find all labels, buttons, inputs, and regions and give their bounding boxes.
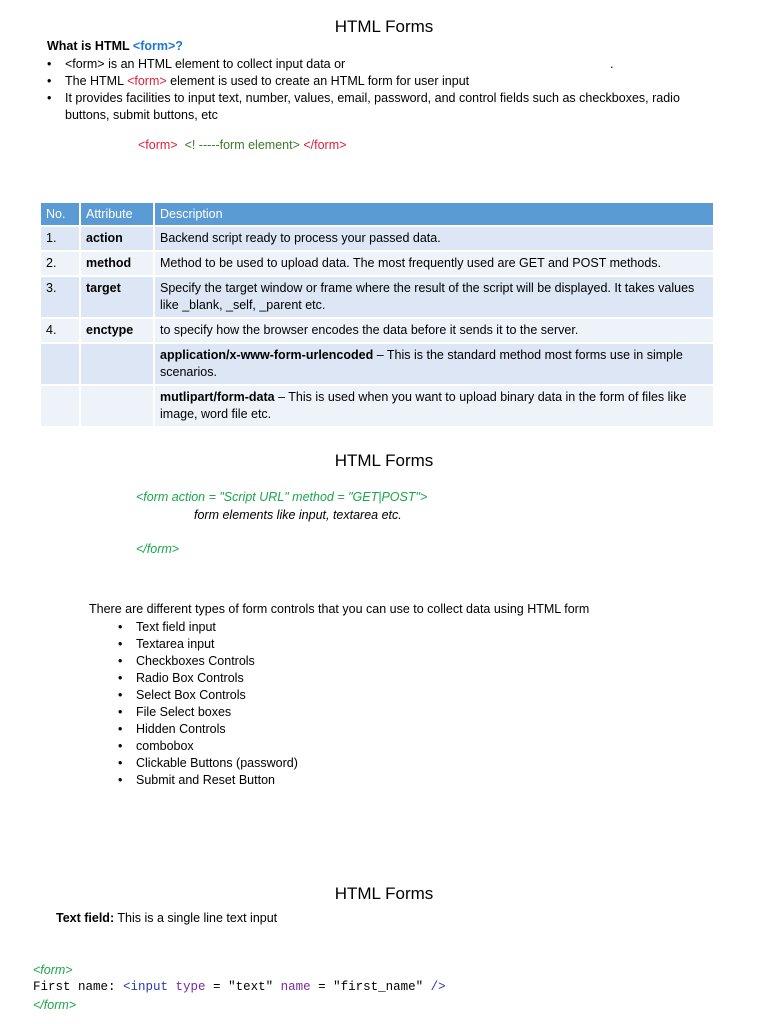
section2-title: HTML Forms (334, 451, 434, 470)
row-no (41, 385, 80, 426)
intro-bullet-2: • The HTML <form> element is used to create an HTML form for user input (47, 73, 727, 90)
intro-bullet-3: • It provides facilities to input text, number, values, email, password, and control fields such as checkboxes, radio buttons, submit buttons, etc (47, 90, 727, 124)
form-open-tag: <form> (138, 138, 178, 152)
table-row (41, 251, 714, 276)
what-is-heading-tag: <form>? (132, 39, 183, 53)
list-item: • combobox (118, 738, 518, 755)
row-no: 4. (41, 318, 80, 343)
list-item: • File Select boxes (118, 704, 518, 721)
example-input-code: First name: <input type = "text" name = "first_name" /> (33, 980, 446, 994)
list-item: • Radio Box Controls (118, 670, 518, 687)
row-no: 3. (41, 276, 80, 318)
row-attribute: action (80, 226, 154, 251)
header-no: No. (41, 203, 80, 226)
table-row (41, 385, 714, 426)
intro-bullet-list (47, 56, 727, 124)
list-item: • Clickable Buttons (password) (118, 755, 518, 772)
row-description: Specify the target window or frame where the result of the script will be displayed. It takes values like _blank, _self, _parent etc. (154, 276, 714, 318)
example-form-open: <form> (33, 963, 73, 977)
intro-bullet-1: • <form> is an HTML element to collect input data or (47, 56, 727, 73)
table-row (41, 276, 714, 318)
table-row (41, 226, 714, 251)
form-controls-list (118, 619, 518, 789)
list-item: • Textarea input (118, 636, 518, 653)
row-attribute: method (80, 251, 154, 276)
row-description: Method to be used to upload data. The most frequently used are GET and POST methods. (154, 251, 714, 276)
row-description: to specify how the browser encodes the data before it sends it to the server. (154, 318, 714, 343)
form-comment: <! -----form element> (184, 138, 300, 152)
row-no: 1. (41, 226, 80, 251)
what-is-heading-text: What is HTML (47, 39, 133, 53)
what-is-heading (47, 38, 183, 55)
text-field-desc: This is a single line text input (114, 911, 278, 925)
example-form-close: </form> (33, 998, 77, 1012)
form-attributes-table (41, 203, 715, 426)
section1-title: HTML Forms (334, 17, 434, 36)
form-syntax-body: form elements like input, textarea etc. (194, 508, 402, 522)
list-item: • Hidden Controls (118, 721, 518, 738)
stray-dot: . (610, 57, 614, 71)
row-description: application/x-www-form-urlencoded – This is the standard method most forms use in simple scenarios. (154, 343, 714, 385)
row-attribute: enctype (80, 318, 154, 343)
form-syntax-open: <form action = "Script URL" method = "GET|POST"> (136, 490, 428, 504)
header-description: Description (154, 203, 714, 226)
list-item: • Checkboxes Controls (118, 653, 518, 670)
row-no (41, 343, 80, 385)
section3-title: HTML Forms (334, 884, 434, 903)
table-row (41, 318, 714, 343)
row-attribute (80, 343, 154, 385)
text-field-description (56, 910, 277, 927)
form-close-tag: </form> (303, 138, 347, 152)
row-description: mutlipart/form-data – This is used when you want to upload binary data in the form of files like image, word file etc. (154, 385, 714, 426)
form-element-code (138, 137, 346, 154)
table-header-row (41, 203, 714, 226)
form-controls-intro: There are different types of form controls that you can use to collect data using HTML form (89, 602, 590, 616)
row-no: 2. (41, 251, 80, 276)
row-attribute: target (80, 276, 154, 318)
list-item: • Text field input (118, 619, 518, 636)
table-row (41, 343, 714, 385)
row-description: Backend script ready to process your passed data. (154, 226, 714, 251)
list-item: • Select Box Controls (118, 687, 518, 704)
row-attribute (80, 385, 154, 426)
header-attribute: Attribute (80, 203, 154, 226)
list-item: • Submit and Reset Button (118, 772, 518, 789)
form-syntax-close: </form> (136, 542, 180, 556)
text-field-label: Text field: (56, 911, 115, 925)
